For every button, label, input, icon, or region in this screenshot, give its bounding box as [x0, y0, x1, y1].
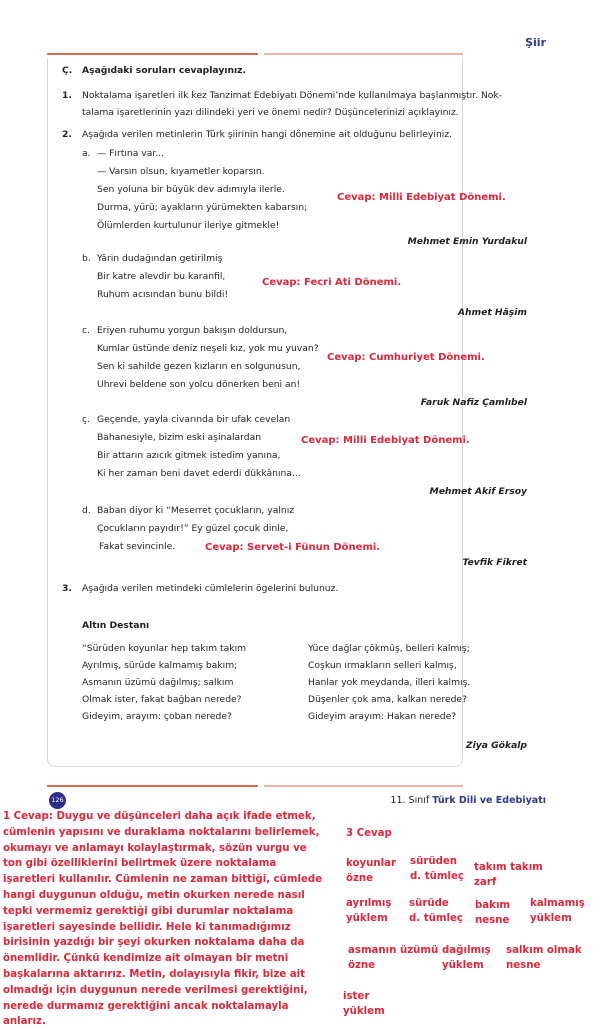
item-role: yüklem — [346, 913, 388, 924]
answer-label: Cevap: Servet-i Fünun Dönemi. — [205, 542, 381, 553]
answer-3-item — [409, 896, 463, 926]
item-word: salkım olmak — [506, 945, 582, 956]
item-role: d. tümleç — [410, 871, 464, 882]
footer-rule-right — [264, 785, 463, 787]
header-rule-right — [264, 53, 463, 55]
item-role: nesne — [506, 960, 541, 971]
poem-line: “Sürüden koyunlar hep takım takım — [82, 643, 247, 654]
answer-3-item — [475, 898, 510, 928]
item-role: d. tümleç — [409, 913, 463, 924]
q2-prompt: Aşağıda verilen metinlerin Türk şiirinin hangi dönemine ait olduğunu belirleyiniz. — [82, 129, 453, 140]
footer-title — [390, 795, 546, 806]
item-word: ayrılmış — [346, 898, 392, 909]
poem-line: Yüce dağlar çökmüş, belleri kalmış; — [308, 643, 470, 654]
item-word: kalmamış — [530, 898, 585, 909]
answer-3-item — [474, 860, 543, 890]
poem-line: Eriyen ruhumu yorgun bakışın doldursun, — [97, 325, 288, 336]
poem-title: Altın Destanı — [82, 620, 150, 631]
poem-line: Çocukların payıdır!” Ey güzel çocuk dinle, — [97, 523, 289, 534]
answer-3-title: 3 Cevap — [346, 828, 392, 839]
answer-3-item — [343, 989, 385, 1019]
poem-line: Uhrevi beldene son yolcu dönerken beni an! — [97, 379, 301, 390]
poem-author: Mehmet Emin Yurdakul — [407, 236, 527, 247]
item-role: özne — [346, 873, 374, 884]
footer-rule-left — [47, 785, 258, 787]
answer-3-item — [348, 943, 438, 973]
item-letter: b. — [82, 253, 91, 264]
answer-3-item — [346, 856, 396, 886]
item-role: zarf — [474, 877, 497, 888]
poem-line: Durma, yürü; ayakların yürümekten kabarsın; — [97, 202, 308, 213]
item-word: sürüde — [409, 898, 449, 909]
q3-prompt: Aşağıda verilen metindeki cümlelerin ögelerini bulunuz. — [82, 583, 339, 594]
poem-line: Asmanın üzümü dağılmış; salkım — [82, 677, 234, 688]
item-letter: a. — [82, 148, 91, 159]
poem-line: Sen yoluna bir büyük dev adımıyla ilerle. — [97, 184, 285, 195]
q1-line: talama işaretlerinin yazı dilindeki yeri ve önemi nedir? Düşüncelerinizi açıklayınız. — [82, 107, 459, 118]
poem-line: — Fırtına var... — [97, 148, 165, 159]
poem-line: Bir attarın azıcık gitmek istedim yanına, — [97, 450, 281, 461]
poem-author: Ziya Gökalp — [465, 740, 527, 751]
answer-3-item — [346, 896, 391, 926]
poem-line: Ki her zaman beni davet ederdi dükkânına... — [97, 468, 301, 479]
header-rule-left — [47, 53, 258, 55]
item-letter: ç. — [82, 414, 90, 425]
answer-3-item — [442, 943, 491, 973]
poem-line: Fakat sevincinle. — [99, 541, 176, 552]
poem-line: — Varsın olsun, kıyametler koparsın. — [97, 166, 265, 177]
poem-author: Ahmet Hâşim — [457, 307, 527, 318]
poem-line: Ölümlerden kurtulunur ileriye gitmekle! — [97, 220, 280, 231]
item-word: takım takım — [474, 862, 543, 873]
item-word: asmanın üzümü — [348, 945, 439, 956]
poem-author: Tevfik Fikret — [462, 557, 527, 568]
answer-label: Cevap: Milli Edebiyat Dönemi. — [301, 435, 470, 446]
poem-line: Geçende, yayla civarında bir ufak cevelan — [97, 414, 291, 425]
poem-line: Gideyim arayım: Hakan nerede? — [308, 711, 457, 722]
item-word: ister — [343, 991, 370, 1002]
item-word: koyunlar — [346, 858, 397, 869]
item-role: nesne — [475, 915, 510, 926]
poem-line: Bahanesiyle, bizim eski aşinalardan — [97, 432, 262, 443]
item-letter: c. — [82, 325, 90, 336]
item-role: özne — [348, 960, 376, 971]
poem-line: Bir katre alevdir bu karanfil, — [97, 271, 226, 282]
item-role: yüklem — [343, 1006, 385, 1017]
poem-line: Gideyim, arayım: çoban nerede? — [82, 711, 232, 722]
footer-grade: 11. Sınıf — [390, 795, 430, 806]
item-word: bakım — [475, 900, 511, 911]
section-heading: Aşağıdaki soruları cevaplayınız. — [82, 65, 246, 76]
q3-number: 3. — [62, 583, 72, 594]
answer-label: Cevap: Fecri Ati Dönemi. — [262, 277, 402, 288]
item-role: yüklem — [530, 913, 572, 924]
q2-number: 2. — [62, 129, 72, 140]
poem-line: Baban diyor ki “Meserret çocukların, yalnız — [97, 505, 295, 516]
answer-label: Cevap: Cumhuriyet Dönemi. — [327, 352, 485, 363]
poem-line: Coşkun ırmakların selleri kalmış, — [308, 660, 457, 671]
poem-line: Kumlar üstünde deniz neşeli kız, yok mu yuvan? — [97, 343, 319, 354]
item-word: sürüden — [410, 856, 458, 867]
item-role: yüklem — [442, 960, 484, 971]
section-letter: Ç. — [62, 65, 73, 76]
item-letter: d. — [82, 505, 91, 516]
poem-line: Hanlar yok meydanda, illeri kalmış. — [308, 677, 471, 688]
poem-line: Olmak ister, fakat bağban nerede? — [82, 694, 242, 705]
answer-1-paragraph: 1 Cevap: Duygu ve düşünceleri daha açık ifade etmek, cümlenin yapısını ve duraklama noktalarını belirlemek, okumayı ve anlamayı kolaylaştırmak, sözün vurgu ve ton gibi özelliklerini belirtmek üzere noktalama işaretleri kullanılır. Cümlenin ne zaman bittiği, cümlede hangi duygunun olduğu, metin okurken nerede nasıl tepki vermemiz gerektiği gibi durumlar noktalama işaretleri sayesinde bellidir. Hele ki tanımadığımız birisinin yazdığı bir şeyi okurken noktalama daha da önemlidir. Çünkü kendimize ait olmayan bir metni başkalarına aktarırız. Metin, dolayısıyla fikir, bize ait olmadığı için duygunun nerede verilmesi gerektiğini, nerede durmamız gerektiğini ancak noktalamayla anlarız. — [3, 811, 323, 1028]
poem-author: Faruk Nafiz Çamlıbel — [420, 397, 527, 408]
poem-line: Yârin dudağından getirilmiş — [97, 253, 223, 264]
item-word: dağılmış — [442, 945, 491, 956]
footer-subject: Türk Dili ve Edebiyatı — [432, 795, 546, 806]
answer-3-item — [410, 854, 464, 884]
poem-line: Ruhum acısından bunu bildi! — [97, 289, 229, 300]
answer-3-item — [506, 943, 582, 973]
poem-line: Düşenler çok ama, kalkan nerede? — [308, 694, 467, 705]
poem-line: Sen ki sahilde gezen kızların en solgunusun, — [97, 361, 301, 372]
q1-line: Noktalama işaretleri ilk kez Tanzimat Edebiyatı Dönemi’nde kullanılmaya başlanmıştır. Nok- — [82, 90, 503, 101]
section-title: Şiir — [525, 36, 546, 49]
poem-line: Ayrılmış, sürüde kalmamış bakım; — [82, 660, 238, 671]
q1-number: 1. — [62, 90, 72, 101]
poem-author: Mehmet Akif Ersoy — [429, 486, 527, 497]
answer-label: Cevap: Milli Edebiyat Dönemi. — [337, 192, 506, 203]
page-number-badge: 126 — [49, 792, 66, 809]
answer-3-item — [530, 896, 585, 926]
